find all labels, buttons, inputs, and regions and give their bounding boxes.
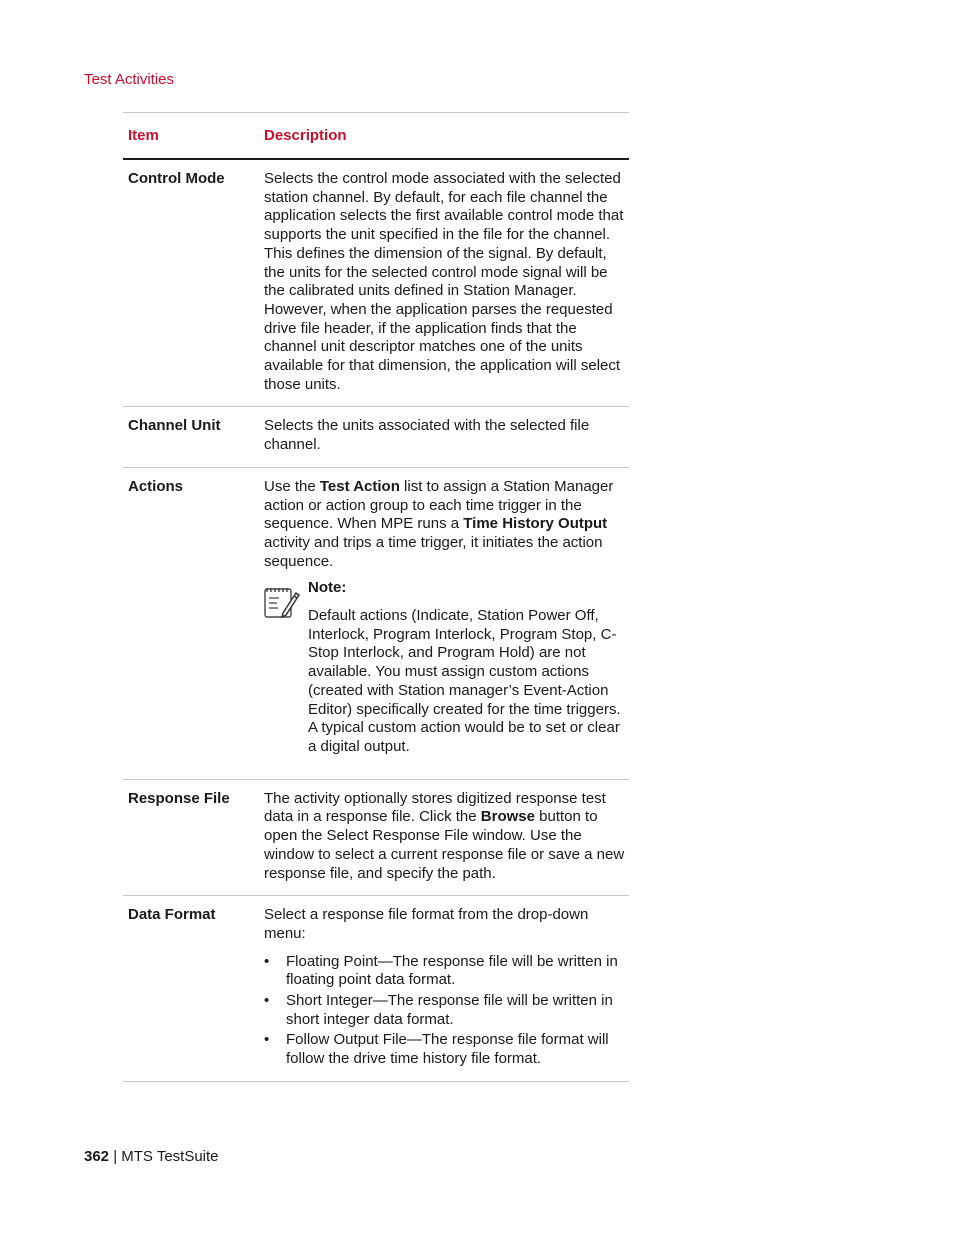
response-file-paragraph	[264, 790, 629, 884]
text-run: activity and trips a time trigger, it initiates the action sequence.	[264, 533, 603, 570]
table-row-control-mode	[123, 160, 629, 407]
section-header: Test Activities	[84, 71, 175, 88]
bullet: •	[264, 952, 270, 970]
option-text: Floating Point—The response file will be written in floating point data format.	[286, 952, 618, 989]
table-row-actions	[123, 468, 629, 780]
item-label: Channel Unit	[128, 417, 221, 435]
table-row-data-format	[123, 896, 629, 1082]
page-footer	[84, 1148, 219, 1165]
ui-term-test-action: Test Action	[319, 477, 400, 495]
text-run: The activity optionally stores digitized response test data in a response file. Click the	[264, 789, 606, 826]
table-header	[123, 113, 629, 160]
list-item	[264, 953, 629, 990]
item-description	[264, 790, 629, 884]
table-row-channel-unit	[123, 407, 629, 467]
note-text: Default actions (Indicate, Station Power Off, Interlock, Program Interlock, Program Stop, C-Stop Interlock, and Program Hold) are not available. You must assign custom actions (created with Station manager’s Event-Action Editor) specifically created for the time triggers. A typical custom action would be to set or clear a digital output.	[308, 607, 621, 755]
ui-term-browse: Browse	[480, 808, 535, 826]
bullet: •	[264, 1031, 270, 1049]
note-content	[308, 579, 629, 756]
note-block	[263, 579, 629, 766]
footer-separator: |	[109, 1148, 122, 1165]
table-row-response-file	[123, 780, 629, 897]
ui-term-time-history-output: Time History Output	[463, 515, 608, 533]
document-title: MTS TestSuite	[121, 1148, 219, 1165]
item-description: Selects the units associated with the selected file channel.	[264, 417, 590, 454]
parameter-table	[123, 112, 629, 1082]
actions-paragraph	[264, 478, 629, 572]
text-run: Use the	[264, 477, 320, 495]
column-header-description: Description	[264, 127, 347, 144]
item-label: Control Mode	[128, 170, 225, 187]
option-text: Short Integer—The response file will be written in short integer data format.	[286, 992, 613, 1028]
option-text: Follow Output File—The response file format will follow the drive time history file format.	[286, 1031, 609, 1068]
item-label: Response File	[128, 789, 230, 807]
data-format-paragraph: Select a response file format from the drop-down menu:	[264, 906, 589, 942]
item-description: Selects the control mode associated with the selected station channel. By default, for each file channel the application selects the first available control mode that supports the unit specified in the file for the channel. This defines the dimension of the signal. By default, the units for the selected control mode signal will be the calibrated units defined in Station Manager. However, when the application parses the requested drive file header, if the application finds that the channel unit descriptor matches one of the units available for that dimension, the application will select those units.	[264, 170, 624, 393]
item-description	[264, 906, 629, 1071]
item-description	[264, 478, 629, 767]
column-header-item: Item	[128, 127, 159, 144]
format-options-list	[264, 953, 629, 1069]
page-number: 362	[84, 1148, 110, 1165]
list-item	[264, 992, 629, 1029]
list-item	[264, 1031, 629, 1068]
bullet: •	[264, 992, 270, 1010]
note-title: Note:	[308, 579, 347, 597]
note-pencil-icon	[263, 579, 308, 756]
text-run: button to open the Select Response File window. Use the window to select a current response file or save a new response file, and specify the path.	[264, 808, 625, 882]
text-run: list to assign a Station Manager action or action group to each time trigger in the sequence. When MPE runs a	[264, 477, 614, 533]
item-label: Actions	[128, 477, 184, 495]
item-label: Data Format	[128, 906, 216, 924]
